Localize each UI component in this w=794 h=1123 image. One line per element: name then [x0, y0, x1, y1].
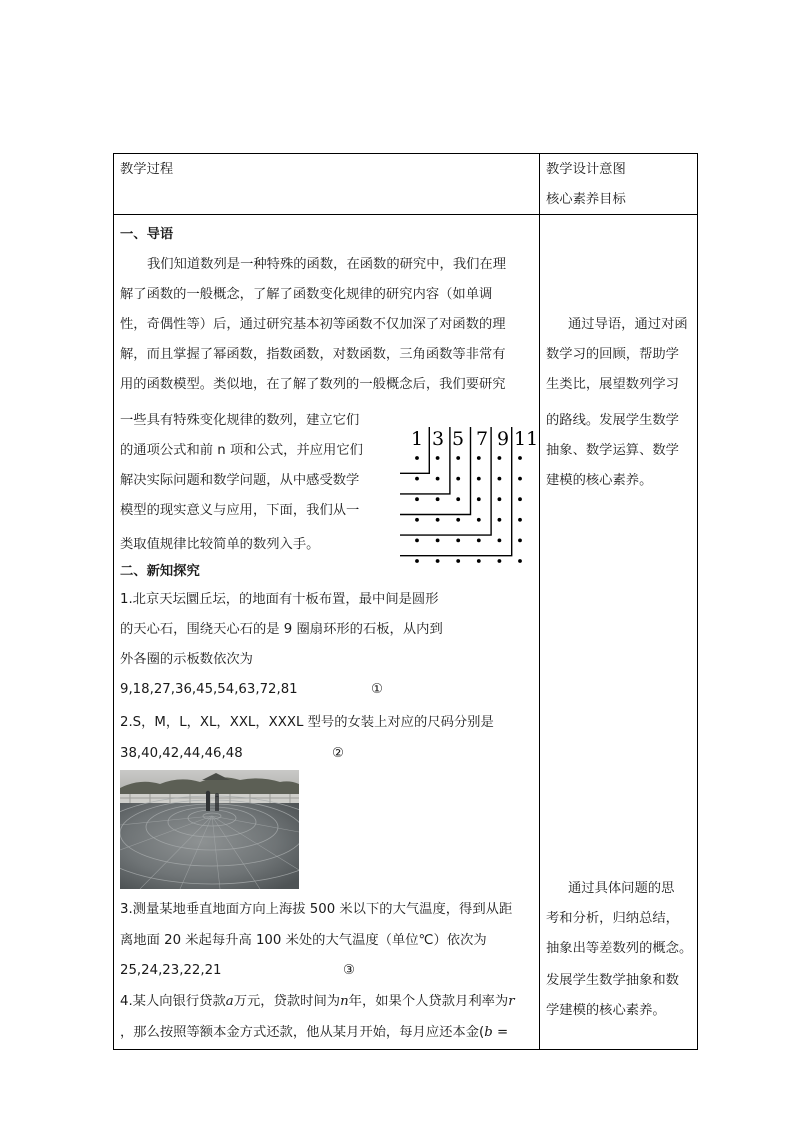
figure-dot — [415, 559, 419, 563]
table-column-divider — [539, 153, 540, 1050]
figure-dot — [436, 477, 440, 481]
figure-dot — [436, 497, 440, 501]
intro-line: 解，而且掌握了幂函数，指数函数，对数函数，三角函数等非常有 — [120, 347, 506, 362]
sequence-1: 9,18,27,36,45,54,63,72,81 — [120, 682, 298, 697]
figure-dot — [477, 477, 481, 481]
sequence-3: 25,24,23,22,21 — [120, 963, 222, 978]
var-n: n — [340, 994, 349, 1009]
intent-line: 考和分析，归纳总结， — [546, 911, 679, 926]
loan-text: ，那么按照等额本金方式还款，他从某月开始，每月应还本金( — [120, 1025, 485, 1040]
figure-dot — [498, 497, 502, 501]
figure-label: 1 — [411, 428, 424, 450]
section-explore-title: 二、新知探究 — [120, 564, 200, 579]
figure-dot — [477, 559, 481, 563]
intent-line: 抽象出等差数列的概念。 — [546, 941, 693, 956]
loan-text: 万元，贷款时间为 — [233, 994, 341, 1009]
intro-line: 解了函数的一般概念，了解了函数变化规律的研究内容（如单调 — [120, 287, 493, 302]
figure-dot — [498, 477, 502, 481]
explore-line: 2.S，M，L，XL，XXL，XXXL 型号的女装上对应的尺码分别是 — [120, 715, 494, 730]
intro-line: 模型的现实意义与应用，下面，我们从一 — [120, 503, 360, 518]
figure-dot — [436, 518, 440, 522]
figure-dot — [415, 477, 419, 481]
figure-dot — [456, 497, 460, 501]
figure-dot — [498, 539, 502, 543]
figure-dot — [436, 456, 440, 460]
figure-dot — [456, 456, 460, 460]
figure-dot — [456, 518, 460, 522]
intro-line: 我们知道数列是一种特殊的函数，在函数的研究中，我们在理 — [147, 257, 507, 272]
figure-dot — [518, 477, 522, 481]
figure-label: 7 — [476, 428, 489, 450]
intent-line: 建模的核心素养。 — [546, 473, 653, 488]
figure-dot — [415, 539, 419, 543]
circular-mound-altar-photo — [120, 770, 299, 889]
intro-line: 解决实际问题和数学问题，从中感受数学 — [120, 473, 360, 488]
intro-line: 类取值规律比较简单的数列入手。 — [120, 537, 320, 552]
explore-line: 离地面 20 米起每升高 100 米处的大气温度（单位℃）依次为 — [120, 933, 487, 948]
intro-line: 的通项公式和前 n 项和公式，并应用它们 — [120, 443, 363, 458]
loan-text: = — [492, 1025, 509, 1040]
loan-text: 4.某人向银行贷款 — [120, 994, 226, 1009]
figure-dot — [456, 477, 460, 481]
intent-line: 发展学生数学抽象和数 — [546, 973, 679, 988]
intent-line: 生类比，展望数列学习 — [546, 377, 679, 392]
figure-dot — [477, 456, 481, 460]
figure-dot — [498, 559, 502, 563]
sequence-2: 38,40,42,44,46,48 — [120, 746, 243, 761]
explore-line: 3.测量某地垂直地面方向上海拔 500 米以下的大气温度，得到从距 — [120, 902, 513, 917]
figure-dot — [518, 539, 522, 543]
header-design-intent: 教学设计意图 — [546, 162, 626, 177]
figure-dot — [456, 559, 460, 563]
explore-line: 1.北京天坛圜丘坛，的地面有十板布置，最中间是圆形 — [120, 592, 439, 607]
intro-line: 用的函数模型。类似地，在了解了数列的一般概念后，我们要研究 — [120, 377, 506, 392]
figure-dot — [518, 456, 522, 460]
figure-dot — [498, 456, 502, 460]
figure-dot — [477, 539, 481, 543]
figure-dot — [415, 497, 419, 501]
figure-dot — [436, 539, 440, 543]
header-core-literacy: 核心素养目标 — [546, 192, 626, 207]
table-header-divider — [113, 214, 698, 215]
intent-line: 通过导语，通过对函 — [568, 317, 688, 332]
figure-dot — [518, 559, 522, 563]
figure-label: 5 — [452, 428, 465, 450]
sequence-3-marker: ③ — [343, 963, 355, 978]
explore-line: 外各圈的示板数依次为 — [120, 652, 253, 667]
var-r: r — [508, 994, 515, 1009]
explore-line: 的天心石，围绕天心石的是 9 圈扇环形的石板，从内到 — [120, 622, 443, 637]
figure-label: 3 — [432, 428, 445, 450]
odd-numbers-dot-figure — [396, 423, 538, 563]
var-b: b — [484, 1025, 493, 1040]
figure-label: 11 — [514, 428, 538, 450]
figure-dot — [518, 518, 522, 522]
figure-dot — [477, 518, 481, 522]
intro-line: 一些具有特殊变化规律的数列，建立它们 — [120, 413, 360, 428]
figure-dot — [518, 497, 522, 501]
explore-line-5 — [120, 1024, 508, 1042]
explore-line-4 — [120, 993, 515, 1011]
intent-line: 数学习的回顾，帮助学 — [546, 347, 679, 362]
intro-line: 性，奇偶性等）后，通过研究基本初等函数不仅加深了对函数的理 — [120, 317, 506, 332]
sequence-2-marker: ② — [332, 746, 344, 761]
sequence-1-marker: ① — [371, 682, 383, 697]
loan-text: 年，如果个人贷款月利率为 — [348, 994, 509, 1009]
intent-line: 学建模的核心素养。 — [546, 1003, 666, 1018]
figure-dot — [415, 456, 419, 460]
figure-dot — [436, 559, 440, 563]
intent-line: 通过具体问题的思 — [568, 881, 675, 896]
var-a: a — [225, 994, 234, 1009]
section-intro-title: 一、导语 — [120, 227, 174, 242]
figure-dot — [415, 518, 419, 522]
header-teaching-process: 教学过程 — [120, 162, 174, 177]
figure-dot — [456, 539, 460, 543]
figure-dot — [498, 518, 502, 522]
figure-dot — [477, 497, 481, 501]
intent-line: 抽象、数学运算、数学 — [546, 443, 679, 458]
figure-label: 9 — [497, 428, 510, 450]
intent-line: 的路线。发展学生数学 — [546, 413, 679, 428]
